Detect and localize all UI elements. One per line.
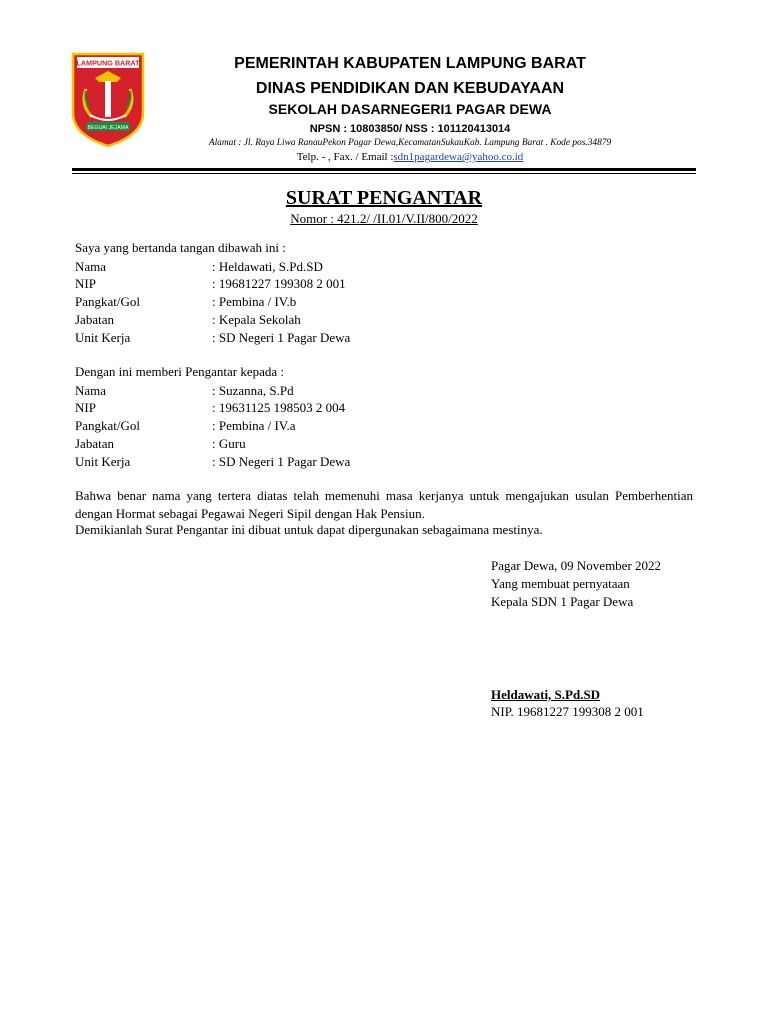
recipient-label-nip: NIP xyxy=(75,400,96,415)
document-title: SURAT PENGANTAR xyxy=(285,187,483,209)
recipient-label-name: Nama xyxy=(75,383,107,398)
intro2-text: Dengan ini memberi Pengantar kepada : xyxy=(75,364,285,379)
letterhead-line-npsn: NPSN : 10803850/ NSS : 101120413014 xyxy=(309,123,511,135)
signature-name: Heldawati, S.Pd.SD xyxy=(491,687,601,702)
letterhead-contact xyxy=(120,151,700,163)
signer-label-rank: Pangkat/Gol xyxy=(75,294,140,309)
signer-value-unit: : SD Negeri 1 Pagar Dewa xyxy=(212,330,351,345)
signer-label-position: Jabatan xyxy=(75,312,114,327)
letterhead-line-department: DINAS PENDIDIKAN DAN KEBUDAYAAN xyxy=(255,80,565,97)
recipient-value-position: : Guru xyxy=(212,436,246,451)
recipient-value-rank: : Pembina / IV.a xyxy=(212,418,296,433)
signer-value-rank: : Pembina / IV.b xyxy=(212,294,297,309)
intro-text: Saya yang bertanda tangan dibawah ini : xyxy=(75,240,286,255)
letterhead-line-school: SEKOLAH DASARNEGERI1 PAGAR DEWA xyxy=(268,101,552,117)
recipient-label-rank: Pangkat/Gol xyxy=(75,418,140,433)
recipient-value-unit: : SD Negeri 1 Pagar Dewa xyxy=(212,454,351,469)
signature-nip: NIP. 19681227 199308 2 001 xyxy=(491,704,644,719)
letterhead-line-government: PEMERINTAH KABUPATEN LAMPUNG BARAT xyxy=(234,55,586,72)
svg-text:BEGUAI JEJAMA: BEGUAI JEJAMA xyxy=(87,125,129,131)
signer-label-nip: NIP xyxy=(75,276,96,291)
recipient-label-position: Jabatan xyxy=(75,436,114,451)
signer-value-position: : Kepala Sekolah xyxy=(212,312,301,327)
contact-prefix: Telp. - , Fax. / Email : xyxy=(296,151,394,163)
recipient-value-name: : Suzanna, S.Pd xyxy=(212,383,294,398)
signer-label-name: Nama xyxy=(75,259,107,274)
signature-role-statement: Yang membuat pernyataan xyxy=(491,576,630,591)
body-paragraph: Bahwa benar nama yang tertera diatas telah memenuhi masa kerjanya untuk mengajukan usulan Pemberhentian dengan Hormat sebagai Pegawai Negeri Sipil dengan Hak Pensiun. xyxy=(75,488,693,521)
signature-role-title: Kepala SDN 1 Pagar Dewa xyxy=(491,594,634,609)
signer-value-nip: : 19681227 199308 2 001 xyxy=(212,276,346,291)
svg-text:LAMPUNG BARAT: LAMPUNG BARAT xyxy=(76,58,140,68)
document-number: Nomor : 421.2/ /II.01/V.II/800/2022 xyxy=(290,211,478,226)
email-link[interactable]: sdn1pagardewa@yahoo.co.id xyxy=(393,151,524,163)
letterhead-address: Alamat : Jl. Raya Liwa RanauPekon Pagar Dewa,KecamatanSukauKab. Lampung Barat . Kode pos.34879 xyxy=(208,138,612,148)
signer-value-name: : Heldawati, S.Pd.SD xyxy=(212,259,323,274)
closing-text: Demikianlah Surat Pengantar ini dibuat untuk dapat dipergunakan sebagaimana mestinya. xyxy=(75,522,543,537)
signer-label-unit: Unit Kerja xyxy=(75,330,131,345)
letterhead-rule-thick xyxy=(72,168,696,171)
signature-place-date: Pagar Dewa, 09 November 2022 xyxy=(491,558,662,573)
recipient-value-nip: : 19631125 198503 2 004 xyxy=(212,400,346,415)
letterhead-rule-thin xyxy=(72,173,696,174)
recipient-label-unit: Unit Kerja xyxy=(75,454,131,469)
